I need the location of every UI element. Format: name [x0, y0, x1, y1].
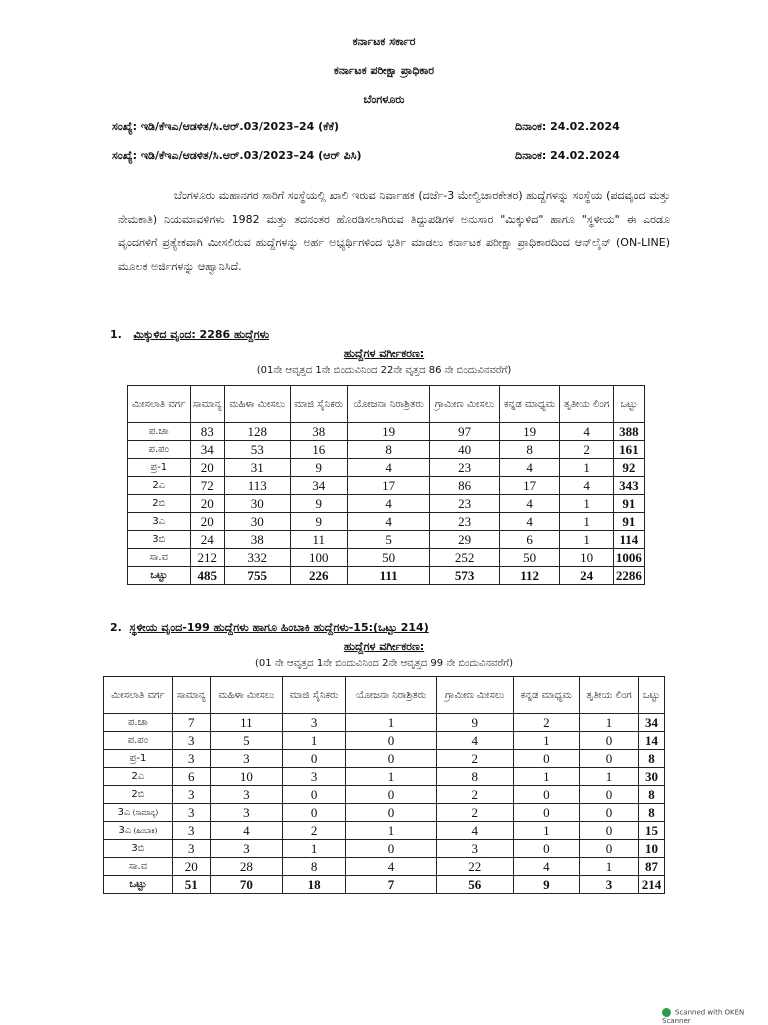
section1-table [127, 385, 645, 585]
value-cell: 3 [172, 822, 210, 840]
value-cell: 91 [613, 495, 644, 513]
total-value: 2286 [613, 567, 644, 585]
total-value: 7 [346, 876, 437, 894]
section2-subtitle: ಹುದ್ದೆಗಳ ವರ್ಗೀಕರಣ: [343, 640, 425, 653]
table-row [104, 822, 665, 840]
value-cell: 4 [499, 459, 559, 477]
value-cell: 23 [430, 513, 500, 531]
table-row [128, 513, 645, 531]
reference-date-2: ದಿನಾಂಕ: 24.02.2024 [515, 149, 620, 162]
value-cell: 3 [282, 768, 345, 786]
value-cell: 10 [638, 840, 664, 858]
value-cell: 0 [580, 804, 639, 822]
value-cell: 53 [224, 441, 290, 459]
table-row [128, 477, 645, 495]
value-cell: 9 [436, 714, 513, 732]
value-cell: 20 [190, 513, 224, 531]
value-cell: 28 [210, 858, 282, 876]
value-cell: 3 [210, 750, 282, 768]
value-cell: 0 [580, 786, 639, 804]
column-header: ಯೋಜನಾ ನಿರಾಶ್ರಿತರು [346, 677, 437, 714]
value-cell: 1 [560, 495, 613, 513]
value-cell: 4 [499, 513, 559, 531]
value-cell: 50 [499, 549, 559, 567]
column-header: ಮಾಜಿ ಸೈನಿಕರು [290, 386, 347, 423]
value-cell: 3 [436, 840, 513, 858]
value-cell: 1 [346, 822, 437, 840]
value-cell: 6 [499, 531, 559, 549]
total-value: 56 [436, 876, 513, 894]
table-row [104, 804, 665, 822]
value-cell: 11 [290, 531, 347, 549]
value-cell: 31 [224, 459, 290, 477]
value-cell: 29 [430, 531, 500, 549]
value-cell: 0 [513, 840, 579, 858]
value-cell: 91 [613, 513, 644, 531]
column-header: ಮಹಿಳಾ ಮೀಸಲು [224, 386, 290, 423]
value-cell: 4 [436, 732, 513, 750]
value-cell: 8 [282, 858, 345, 876]
value-cell: 1 [513, 732, 579, 750]
section2-title: ಸ್ಥಳೀಯ ವೃಂದ-199 ಹುದ್ದೆಗಳು ಹಾಗೂ ಹಿಂಬಾಕಿ ಹುದ್ದೆಗಳು-15:(ಒಟ್ಟು 214) [129, 621, 429, 634]
column-header: ತೃತೀಯ ಲಿಂಗ [560, 386, 613, 423]
value-cell: 2 [436, 786, 513, 804]
value-cell: 83 [190, 423, 224, 441]
total-row [104, 876, 665, 894]
value-cell: 3 [282, 714, 345, 732]
value-cell: 3 [210, 804, 282, 822]
value-cell: 4 [348, 459, 430, 477]
total-value: 3 [580, 876, 639, 894]
column-header: ಮಾಜಿ ಸೈನಿಕರು [282, 677, 345, 714]
table-row [104, 732, 665, 750]
value-cell: 4 [348, 495, 430, 513]
value-cell: 1 [560, 459, 613, 477]
total-value: 573 [430, 567, 500, 585]
value-cell: 3 [172, 786, 210, 804]
value-cell: 0 [580, 732, 639, 750]
notification-paragraph [118, 184, 670, 278]
value-cell: 4 [560, 423, 613, 441]
value-cell: 19 [348, 423, 430, 441]
value-cell: 0 [346, 840, 437, 858]
value-cell: 6 [172, 768, 210, 786]
total-value: 70 [210, 876, 282, 894]
table-row [128, 549, 645, 567]
value-cell: 1 [580, 714, 639, 732]
total-value: 485 [190, 567, 224, 585]
value-cell: 1 [560, 531, 613, 549]
value-cell: 1 [580, 858, 639, 876]
value-cell: 0 [346, 804, 437, 822]
value-cell: 2 [513, 714, 579, 732]
total-value: 226 [290, 567, 347, 585]
category-cell: 3ಎ [128, 513, 191, 531]
value-cell: 19 [499, 423, 559, 441]
value-cell: 30 [638, 768, 664, 786]
value-cell: 3 [172, 840, 210, 858]
column-header: ಕನ್ನಡ ಮಾಧ್ಯಮ [513, 677, 579, 714]
total-value: 214 [638, 876, 664, 894]
value-cell: 4 [436, 822, 513, 840]
table-row [104, 750, 665, 768]
value-cell: 20 [190, 459, 224, 477]
category-cell: 3ಎ (ಸಾಮಾನ್ಯ) [104, 804, 173, 822]
value-cell: 100 [290, 549, 347, 567]
value-cell: 8 [638, 786, 664, 804]
table-row [104, 858, 665, 876]
category-cell: ಪ.ಜಾ [104, 714, 173, 732]
reference-date-1: ದಿನಾಂಕ: 24.02.2024 [515, 120, 620, 133]
value-cell: 34 [290, 477, 347, 495]
govt-title: ಕರ್ನಾಟಕ ಸರ್ಕಾರ [352, 35, 416, 48]
value-cell: 4 [513, 858, 579, 876]
value-cell: 3 [172, 804, 210, 822]
value-cell: 8 [348, 441, 430, 459]
value-cell: 0 [346, 786, 437, 804]
table-row [104, 786, 665, 804]
section2-table [103, 676, 665, 894]
total-value: 51 [172, 876, 210, 894]
value-cell: 38 [224, 531, 290, 549]
value-cell: 9 [290, 513, 347, 531]
table-row [128, 441, 645, 459]
column-header: ಸಾಮಾನ್ಯ [190, 386, 224, 423]
value-cell: 22 [436, 858, 513, 876]
column-header: ಕನ್ನಡ ಮಾಧ್ಯಮ [499, 386, 559, 423]
category-cell: 3ಬಿ [104, 840, 173, 858]
value-cell: 9 [290, 495, 347, 513]
value-cell: 34 [190, 441, 224, 459]
value-cell: 30 [224, 495, 290, 513]
value-cell: 1 [560, 513, 613, 531]
column-header: ಒಟ್ಟು [613, 386, 644, 423]
table-row [128, 459, 645, 477]
value-cell: 15 [638, 822, 664, 840]
value-cell: 128 [224, 423, 290, 441]
category-qualifier: (ಹಿಂಬಾಕಿ) [131, 827, 158, 835]
value-cell: 87 [638, 858, 664, 876]
value-cell: 72 [190, 477, 224, 495]
category-cell: ಪ್ರ-1 [128, 459, 191, 477]
value-cell: 0 [282, 804, 345, 822]
total-value: 112 [499, 567, 559, 585]
category-cell: ಸಾ.ವ [104, 858, 173, 876]
category-cell: ಪ.ಜಾ [128, 423, 191, 441]
section1-heading [110, 328, 269, 342]
value-cell: 23 [430, 459, 500, 477]
total-label: ಒಟ್ಟು [104, 876, 173, 894]
reference-number-2: ಸಂಖ್ಯೆ: ಇಡಿ/ಕೆಇಎ/ಆಡಳಿತ/ಸಿ.ಆರ್.03/2023–24 (ಆರ್ ಪಿಸಿ) [112, 149, 362, 162]
table-header-row [104, 677, 665, 714]
column-header: ಒಟ್ಟು [638, 677, 664, 714]
category-cell: 2ಎ [104, 768, 173, 786]
value-cell: 30 [224, 513, 290, 531]
value-cell: 20 [172, 858, 210, 876]
value-cell: 23 [430, 495, 500, 513]
value-cell: 0 [282, 750, 345, 768]
value-cell: 1 [346, 714, 437, 732]
section1-number: 1. [110, 328, 122, 341]
value-cell: 252 [430, 549, 500, 567]
table-row [128, 423, 645, 441]
column-header: ತೃತೀಯ ಲಿಂಗ [580, 677, 639, 714]
section1-title: ಮಿಕ್ಕುಳಿದ ವೃಂದ: 2286 ಹುದ್ದೆಗಳು [133, 328, 270, 341]
column-header: ಯೋಜನಾ ನಿರಾಶ್ರಿತರು [348, 386, 430, 423]
value-cell: 2 [560, 441, 613, 459]
column-header: ಸಾಮಾನ್ಯ [172, 677, 210, 714]
value-cell: 38 [290, 423, 347, 441]
table-header-row [128, 386, 645, 423]
column-header: ಮಹಿಳಾ ಮೀಸಲು [210, 677, 282, 714]
value-cell: 10 [560, 549, 613, 567]
column-header: ಮೀಸಲಾತಿ ವರ್ಗ [104, 677, 173, 714]
category-cell: 2ಬಿ [128, 495, 191, 513]
section2-heading [110, 621, 429, 635]
value-cell: 1006 [613, 549, 644, 567]
value-cell: 0 [580, 840, 639, 858]
value-cell: 86 [430, 477, 500, 495]
total-value: 9 [513, 876, 579, 894]
value-cell: 1 [346, 768, 437, 786]
scanner-watermark: Scanned with OKEN Scanner [662, 1008, 745, 1025]
total-value: 18 [282, 876, 345, 894]
value-cell: 3 [172, 750, 210, 768]
value-cell: 4 [348, 513, 430, 531]
table-row [128, 531, 645, 549]
category-cell: ಸಾ.ವ [128, 549, 191, 567]
section1-subtitle: ಹುದ್ದೆಗಳ ವರ್ಗೀಕರಣ: [343, 347, 425, 360]
total-label: ಒಟ್ಟು [128, 567, 191, 585]
value-cell: 0 [513, 804, 579, 822]
table-row [104, 768, 665, 786]
value-cell: 1 [580, 768, 639, 786]
value-cell: 343 [613, 477, 644, 495]
column-header: ಮೀಸಲಾತಿ ವರ್ಗ [128, 386, 191, 423]
value-cell: 4 [346, 858, 437, 876]
section2-note: (01 ನೇ ಆವೃತ್ತದ 1ನೇ ಬಿಂದುವಿನಿಂದ 2ನೇ ಆವೃತ್ತದ 99 ನೇ ಬಿಂದುವಿನವರೆಗೆ) [255, 658, 513, 669]
value-cell: 4 [499, 495, 559, 513]
value-cell: 2 [436, 750, 513, 768]
value-cell: 2 [436, 804, 513, 822]
category-cell: ಪ್ರ-1 [104, 750, 173, 768]
value-cell: 3 [210, 840, 282, 858]
value-cell: 1 [513, 822, 579, 840]
value-cell: 4 [210, 822, 282, 840]
category-cell: 2ಎ [128, 477, 191, 495]
value-cell: 114 [613, 531, 644, 549]
value-cell: 3 [210, 786, 282, 804]
value-cell: 212 [190, 549, 224, 567]
value-cell: 0 [282, 786, 345, 804]
value-cell: 20 [190, 495, 224, 513]
column-header: ಗ್ರಾಮೀಣ ಮೀಸಲು [430, 386, 500, 423]
value-cell: 0 [513, 750, 579, 768]
value-cell: 8 [638, 750, 664, 768]
value-cell: 5 [210, 732, 282, 750]
value-cell: 332 [224, 549, 290, 567]
value-cell: 10 [210, 768, 282, 786]
value-cell: 14 [638, 732, 664, 750]
paragraph-text: ಬೆಂಗಳೂರು ಮಹಾನಗರ ಸಾರಿಗೆ ಸಂಸ್ಥೆಯಲ್ಲಿ ಖಾಲಿ ಇರುವ ನಿರ್ವಾಹಕ (ದರ್ಜೆ-3 ಮೇಲ್ವಿಚಾರಕೇತರ) ಹುದ್ದೆಗಳನ್ನು ಸಂಸ್ಥೆಯ (ಪದವೃಂದ ಮತ್ತು ನೇಮಕಾತಿ) ನಿಯಮಾವಳಿಗಳು 1982 ಮತ್ತು ತದನಂತರ ಹೊರಡಿಸಲಾಗಿರುವ ತಿದ್ದುಪಡಿಗಳ ಅನುಸಾರ "ಮಿಕ್ಕುಳಿದ" ಹಾಗೂ "ಸ್ಥಳೀಯ" ಈ ಎರಡೂ ವೃಂದಗಳಿಗೆ ಪ್ರತ್ಯೇಕವಾಗಿ ಮೀಸಲಿರುವ ಹುದ್ದೆಗಳನ್ನು ಅರ್ಹ ಅಭ್ಯರ್ಥಿಗಳಿಂದ ಭರ್ತಿ ಮಾಡಲು ಕರ್ನಾಟಕ ಪರೀಕ್ಷಾ ಪ್ರಾಧಿಕಾರದಿಂದ ಆನ್‌ಲೈನ್ (ON-LINE) ಮೂಲಕ ಅರ್ಜಿಗಳನ್ನು ಆಹ್ವಾನಿಸಿದೆ. [118, 189, 670, 273]
value-cell: 1 [513, 768, 579, 786]
total-value: 24 [560, 567, 613, 585]
table-row [104, 840, 665, 858]
value-cell: 2 [282, 822, 345, 840]
city-title: ಬೆಂಗಳೂರು [363, 93, 405, 106]
section2-number: 2. [110, 621, 122, 634]
value-cell: 0 [513, 786, 579, 804]
value-cell: 17 [499, 477, 559, 495]
value-cell: 1 [282, 732, 345, 750]
value-cell: 16 [290, 441, 347, 459]
value-cell: 161 [613, 441, 644, 459]
value-cell: 1 [282, 840, 345, 858]
column-header: ಗ್ರಾಮೀಣ ಮೀಸಲು [436, 677, 513, 714]
value-cell: 8 [499, 441, 559, 459]
value-cell: 34 [638, 714, 664, 732]
value-cell: 40 [430, 441, 500, 459]
total-value: 111 [348, 567, 430, 585]
value-cell: 7 [172, 714, 210, 732]
category-cell: 3ಎ (ಹಿಂಬಾಕಿ) [104, 822, 173, 840]
scanner-logo-icon [662, 1008, 671, 1017]
value-cell: 388 [613, 423, 644, 441]
table-row [104, 714, 665, 732]
reference-number-1: ಸಂಖ್ಯೆ: ಇಡಿ/ಕೆಇಎ/ಆಡಳಿತ/ಸಿ.ಆರ್.03/2023–24 (ಕೆಕೆ) [112, 120, 339, 133]
value-cell: 3 [172, 732, 210, 750]
total-value: 755 [224, 567, 290, 585]
value-cell: 0 [580, 750, 639, 768]
value-cell: 17 [348, 477, 430, 495]
total-row [128, 567, 645, 585]
section1-note: (01ನೇ ಆವೃತ್ತದ 1ನೇ ಬಿಂದುವಿನಿಂದ 22ನೇ ವೃತ್ತದ 86 ನೇ ಬಿಂದುವಿನವರೆಗೆ) [256, 365, 512, 376]
value-cell: 24 [190, 531, 224, 549]
value-cell: 0 [346, 732, 437, 750]
value-cell: 50 [348, 549, 430, 567]
value-cell: 5 [348, 531, 430, 549]
category-cell: ಪ.ಪಂ [128, 441, 191, 459]
table-row [128, 495, 645, 513]
authority-title: ಕರ್ನಾಟಕ ಪರೀಕ್ಷಾ ಪ್ರಾಧಿಕಾರ [333, 64, 435, 77]
value-cell: 97 [430, 423, 500, 441]
category-cell: 2ಬಿ [104, 786, 173, 804]
value-cell: 4 [560, 477, 613, 495]
value-cell: 0 [580, 822, 639, 840]
value-cell: 113 [224, 477, 290, 495]
value-cell: 8 [638, 804, 664, 822]
category-cell: ಪ.ಪಂ [104, 732, 173, 750]
value-cell: 8 [436, 768, 513, 786]
value-cell: 11 [210, 714, 282, 732]
value-cell: 0 [346, 750, 437, 768]
value-cell: 92 [613, 459, 644, 477]
category-cell: 3ಬಿ [128, 531, 191, 549]
value-cell: 9 [290, 459, 347, 477]
category-qualifier: (ಸಾಮಾನ್ಯ) [130, 809, 159, 817]
